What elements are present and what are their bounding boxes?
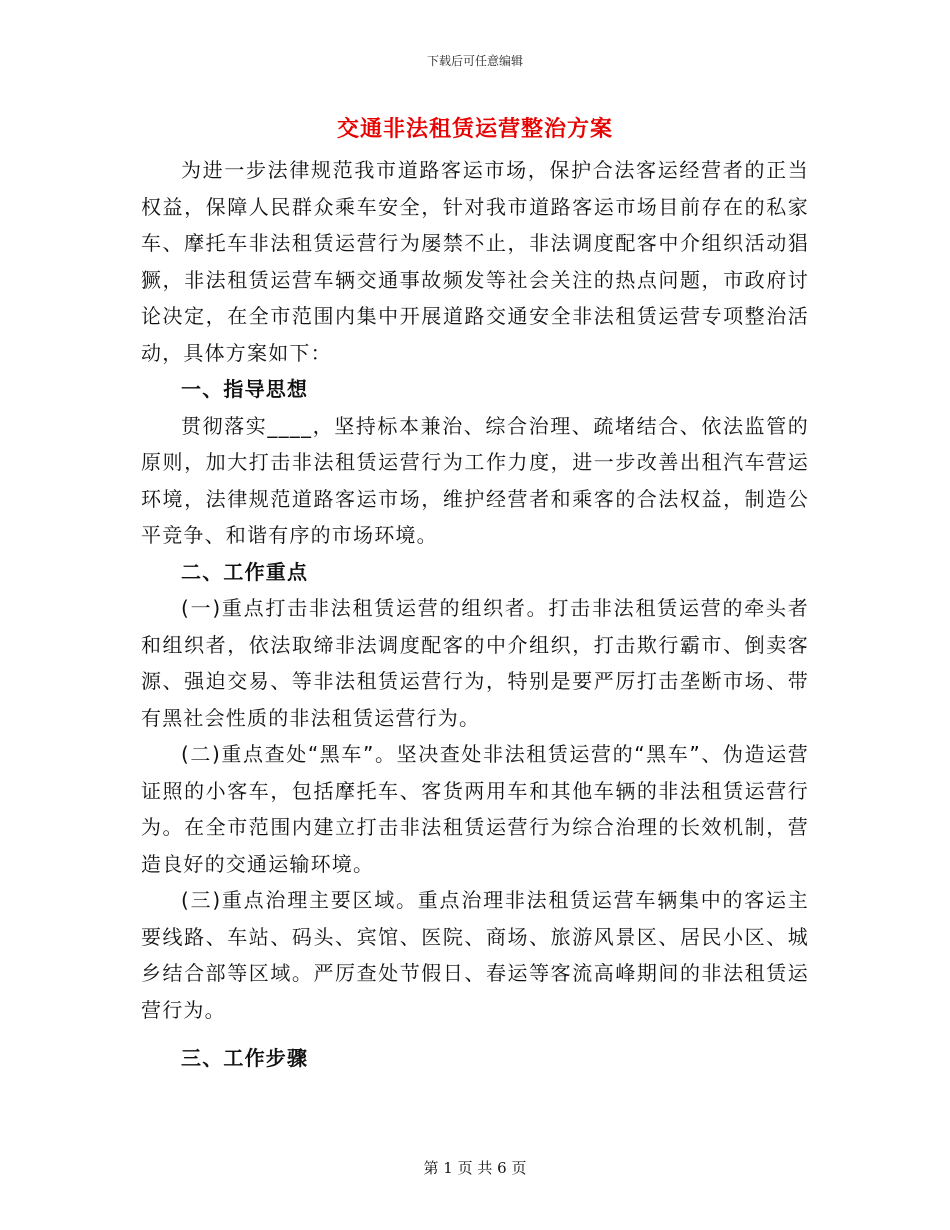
section-heading-work-steps: 三、工作步骤 bbox=[181, 1046, 309, 1070]
section-heading-work-focus: 二、工作重点 bbox=[181, 559, 309, 584]
work-focus-paragraph-3: (三)重点治理主要区域。重点治理非法租赁运营车辆集中的客运主要线路、车站、码头、宾馆、医院、商场、旅游风景区、居民小区、城乡结合部等区域。严厉查处节假日、春运等客流高峰期间的非法租赁运营行为。 bbox=[141, 888, 809, 1022]
document-title: 交通非法租赁运营整治方案 bbox=[336, 117, 613, 142]
intro-paragraph: 为进一步法律规范我市道路客运市场，保护合法客运经营者的正当权益，保障人民群众乘车安全，针对我市道路客运市场目前存在的私家车、摩托车非法租赁运营行为屡禁不止，非法调度配客中介组织活动猖獗，非法租赁运营车辆交通事故频发等社会关注的热点问题，市政府讨论决定，在全市范围内集中开展道路交通安全非法租赁运营专项整治活动，具体方案如下： bbox=[141, 158, 809, 365]
header-note: 下载后可任意编辑 bbox=[426, 54, 523, 68]
work-focus-paragraph-1: (一)重点打击非法租赁运营的组织者。打击非法租赁运营的牵头者和组织者，依法取缔非法调度配客的中介组织，打击欺行霸市、倒卖客源、强迫交易、等非法租赁运营行为，特别是要严厉打击垄断市场、带有黑社会性质的非法租赁运营行为。 bbox=[141, 596, 809, 730]
page-footer: 第 1 页 共 6 页 bbox=[423, 1159, 527, 1177]
document-body bbox=[141, 152, 809, 1077]
work-focus-paragraph-2: (二)重点查处“黑车”。坚决查处非法租赁运营的“黑车”、伪造运营证照的小客车，包括摩托车、客货两用车和其他车辆的非法租赁运营行为。在全市范围内建立打击非法租赁运营行为综合治理的长效机制，营造良好的交通运输环境。 bbox=[141, 742, 809, 876]
guiding-ideology-paragraph: 贯彻落实____，坚持标本兼治、综合治理、疏堵结合、依法监管的原则，加大打击非法租赁运营行为工作力度，进一步改善出租汽车营运环境，法律规范道路客运市场，维护经营者和乘客的合法权益，制造公平竞争、和谐有序的市场环境。 bbox=[141, 413, 809, 547]
section-heading-guiding-ideology: 一、指导思想 bbox=[181, 377, 309, 401]
